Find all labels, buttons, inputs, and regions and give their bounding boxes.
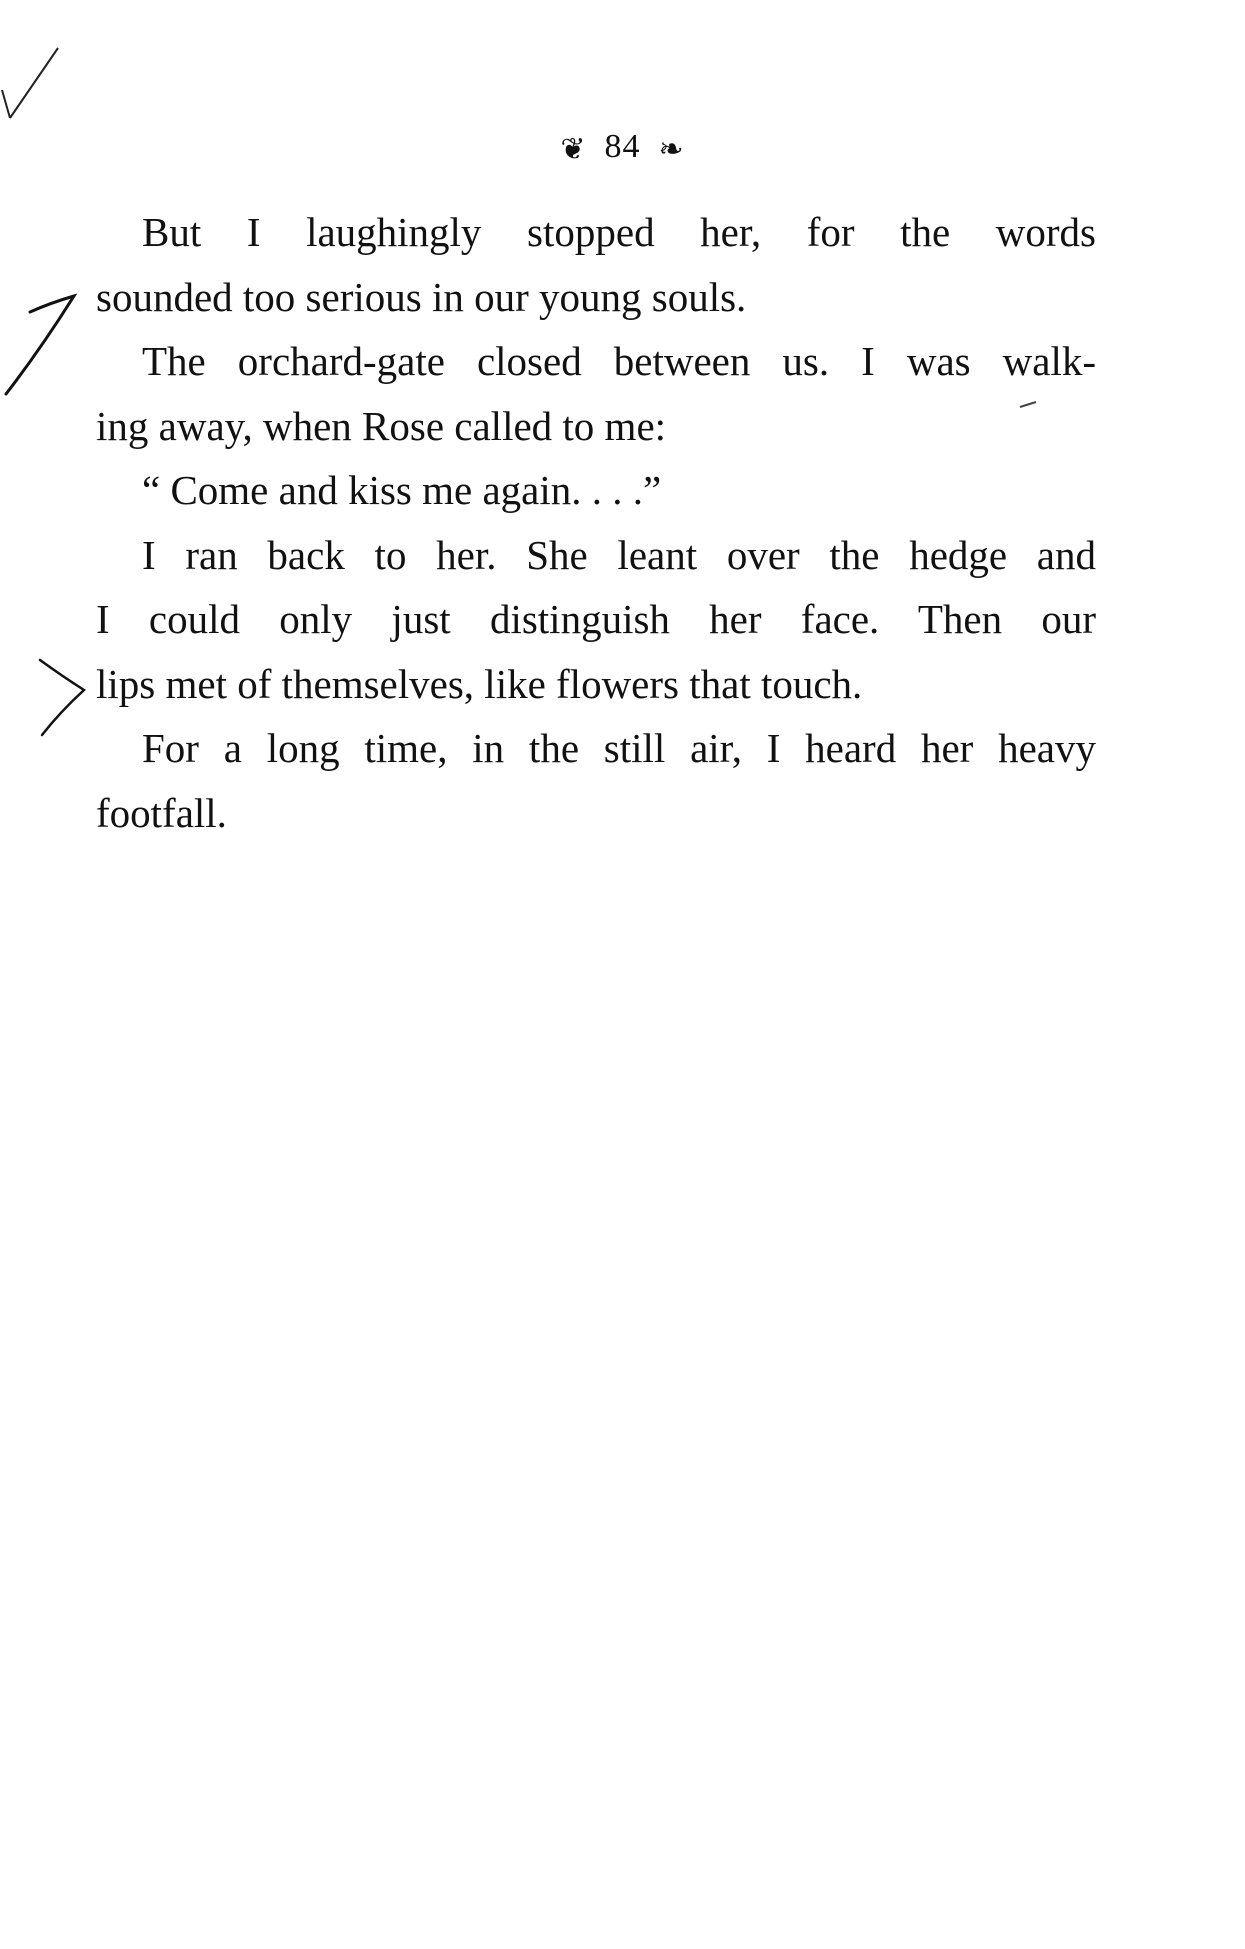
margin-mark-7-lower	[40, 660, 84, 735]
margin-mark-7-upper	[6, 296, 74, 394]
ornament-right-icon: ❧	[658, 132, 685, 166]
page-number: 84	[604, 128, 641, 165]
corner-pencil-tick	[2, 48, 58, 118]
text-line: sounded too serious in our young souls.	[96, 273, 747, 320]
text-line: lips met of themselves, like flowers that touch.	[96, 660, 863, 707]
text-line: ing away, when Rose called to me:	[96, 402, 667, 449]
text-line: But I laughingly stopped her, for the words	[142, 209, 1096, 255]
text-line: I ran back to her. She leant over the hedge and	[142, 531, 1096, 578]
ornament-left-icon: ❦	[560, 132, 587, 166]
text-line: I could only just distinguish her face. Then our	[96, 596, 1096, 642]
page-body	[96, 200, 1096, 845]
text-line: For a long time, in the still air, I heard her heavy	[142, 725, 1096, 771]
text-line: “ Come and kiss me again. . . .”	[142, 467, 662, 513]
page-header	[0, 128, 1245, 167]
text-line: footfall.	[96, 789, 227, 836]
text-line: The orchard-gate closed between us. I was walk-	[142, 338, 1096, 384]
